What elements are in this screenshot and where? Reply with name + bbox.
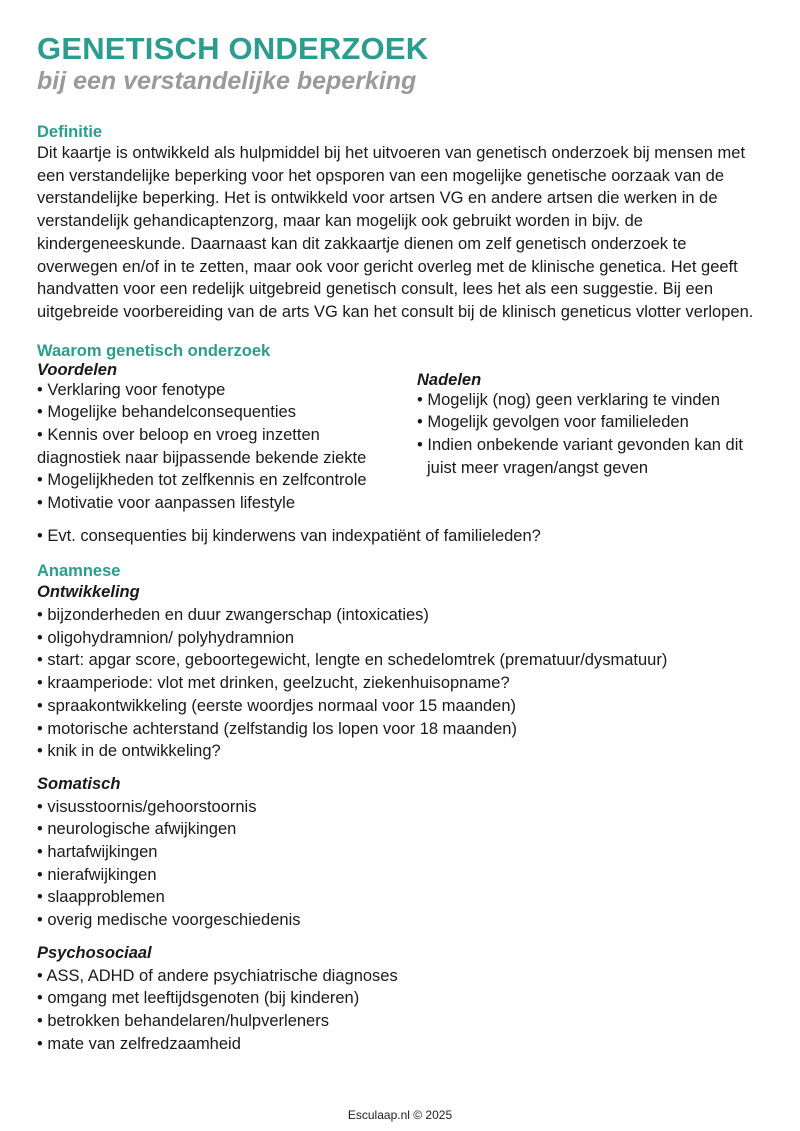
- document-page: [37, 30, 767, 1055]
- list-item: • hartafwijkingen: [37, 843, 158, 862]
- list-item: • oligohydramnion/ polyhydramnion: [37, 628, 295, 647]
- psychosociaal-heading: Psychosociaal: [37, 943, 152, 962]
- page-subtitle: bij een verstandelijke beperking: [37, 67, 417, 95]
- list-item: • omgang met leeftijdsgenoten (bij kinderen): [37, 989, 360, 1008]
- definitie-heading: Definitie: [37, 123, 103, 141]
- list-item: • Mogelijk gevolgen voor familieleden: [417, 413, 689, 432]
- list-item: • Mogelijk (nog) geen verklaring te vinden: [417, 390, 720, 409]
- list-item: • knik in de ontwikkeling?: [37, 742, 221, 761]
- voordelen-list: [37, 379, 407, 515]
- ontwikkeling-list: [37, 604, 767, 763]
- list-item: • visusstoornis/gehoorstoornis: [37, 797, 257, 816]
- list-item: • mate van zelfredzaamheid: [37, 1034, 241, 1053]
- list-item: • bijzonderheden en duur zwangerschap (intoxicaties): [37, 606, 429, 625]
- list-item: • start: apgar score, geboortegewicht, lengte en schedelomtrek (prematuur/dysmatuur): [37, 651, 668, 670]
- list-item: • slaapproblemen: [37, 888, 165, 907]
- footer-copyright: Esculaap.nl © 2025: [347, 1108, 453, 1122]
- somatisch-heading: Somatisch: [37, 774, 121, 793]
- list-item: • neurologische afwijkingen: [37, 820, 237, 839]
- anamnese-heading: Anamnese: [37, 562, 121, 581]
- list-item: • overig medische voorgeschiedenis: [37, 911, 301, 930]
- list-item: • Mogelijke behandelconsequenties: [37, 403, 296, 422]
- list-item: • motorische achterstand (zelfstandig los lopen voor 18 maanden): [37, 719, 517, 738]
- voordelen-heading: Voordelen: [37, 360, 118, 379]
- list-item: • spraakontwikkeling (eerste woordjes normaal voor 15 maanden): [37, 696, 517, 715]
- nadelen-heading: Nadelen: [417, 370, 482, 389]
- list-item: • nierafwijkingen: [37, 865, 157, 884]
- list-item: • ASS, ADHD of andere psychiatrische diagnoses: [37, 966, 398, 985]
- list-item: • Verklaring voor fenotype: [37, 380, 226, 399]
- nadelen-list: [417, 389, 767, 480]
- list-item: • Mogelijkheden tot zelfkennis en zelfcontrole: [37, 471, 367, 490]
- list-item: • Indien onbekende variant gevonden kan dit juist meer vragen/angst geven: [417, 436, 743, 477]
- psychosociaal-list: [37, 965, 767, 1056]
- definitie-text: Dit kaartje is ontwikkeld als hulpmiddel bij het uitvoeren van genetisch onderzoek bij mensen met een verstandelijke beperking voor het opsporen van een mogelijke genetische oorzaak van de verstandelijke beperking. Het is ontwikkeld voor artsen VG en andere artsen die werken in de verstandelijk gehandicaptenzorg, maar kan mogelijk ook gebruikt worden in bijv. de kindergeneeskunde. Daarnaast kan dit zakkaartje dienen om zelf genetisch onderzoek te overwegen en/of in te zetten, maar ook voor gericht overleg met de klinische genetica. Het geeft handvatten voor een redelijk uitgebreid genetisch consult, lees het als een suggestie. Bij een uitgebreide voorbereiding van de arts VG kan het consult bij de klinisch geneticus vlotter verlopen.: [37, 144, 754, 321]
- list-item: • Kennis over beloop en vroeg inzetten diagnostiek naar bijpassende bekende ziekte: [37, 426, 367, 467]
- voordelen-column: [37, 361, 407, 515]
- list-item: • Motivatie voor aanpassen lifestyle: [37, 494, 295, 513]
- ontwikkeling-heading: Ontwikkeling: [37, 583, 140, 602]
- list-item: • kraamperiode: vlot met drinken, geelzucht, ziekenhuisopname?: [37, 674, 510, 693]
- page-title: GENETISCH ONDERZOEK: [37, 31, 429, 66]
- voordelen-nadelen-columns: [37, 361, 767, 521]
- kinderwens-item: • Evt. consequenties bij kinderwens van indexpatiënt of familieleden?: [37, 526, 541, 545]
- nadelen-column: [417, 371, 767, 480]
- waarom-heading: Waarom genetisch onderzoek: [37, 341, 271, 360]
- somatisch-list: [37, 796, 767, 932]
- list-item: • betrokken behandelaren/hulpverleners: [37, 1011, 329, 1030]
